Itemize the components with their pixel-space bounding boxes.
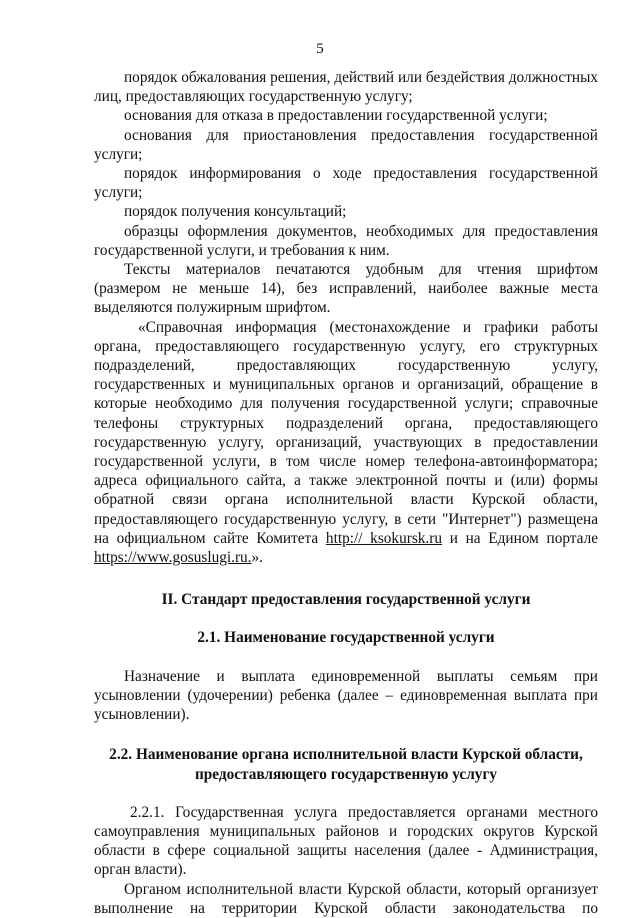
subsection-2-title-line2: предоставляющего государственную услугу [194,765,498,783]
reference-closing: ». [251,549,263,567]
list-item: основания для отказа в предоставлении государственной услуги; [124,107,548,125]
list-item: порядок получения консультаций; [124,203,347,221]
committee-site-link[interactable]: http:// ksokursk.ru [325,529,442,547]
list-item: основания для приостановления предоставления государственной услуги; [94,126,598,163]
subsection-2-title-line1: 2.2. Наименование органа исполнительной власти Курской области, [109,746,583,764]
list-item: образцы оформления документов, необходимых для предоставления государственной услуги, и требования к ним. [94,222,598,259]
subsection-2-title [94,745,598,783]
subsection-1-text: Назначение и выплата единовременной выплаты семьям при усыновлении (удочерении) ребенка (далее – единовременная выплата при усыновлении). [94,667,598,724]
page-body [94,68,598,918]
reference-text: «Справочная информация (местонахождение и графики работы органа, предоставляющего государственную услугу, его структурных подразделений, предоставляющих государственную услугу, государственных и муниципальных органов и организаций, обращение в которые необходимо для получения государственной услуги; справочные телефоны структурных подразделений органа, предоставляющего государственную услугу, организаций, участвующих в предоставлении государственной услуги, в том числе номер телефона-автоинформатора; адреса официального сайта, а также электронной почты и (или) формы обратной связи органа исполнительной власти Курской области, предоставляющего государственную услугу, в сети "Интернет") размещена на официальном сайте Комитета [94,318,598,547]
list-item: порядок информирования о ходе предоставления государственной услуги; [94,165,598,202]
gosuslugi-portal-link[interactable]: https://www.gosuslugi.ru. [94,549,252,567]
reference-and-text: и на Едином портале [449,529,599,547]
reference-paragraph [94,318,598,568]
list-item: порядок обжалования решения, действий или бездействия должностных лиц, предоставляющих государственную услугу; [94,69,598,106]
paragraph-2-2-1: 2.2.1. Государственная услуга предоставляется органами местного самоуправления муниципальных районов и городских округов Курской области в сфере социальной защиты населения (далее - Администрация, орган власти). [94,803,598,879]
page-number: 5 [316,41,324,57]
paragraph-organ: Органом исполнительной власти Курской области, который организует выполнение на территории Курской области законодательства по [94,880,598,917]
section-title: II. Стандарт предоставления государственной услуги [161,591,531,609]
texts-paragraph: Тексты материалов печатаются удобным для чтения шрифтом (размером не меньше 14), без исправлений, наиболее важные места выделяются полужирным шрифтом. [94,261,598,317]
subsection-1-title: 2.1. Наименование государственной услуги [197,629,495,647]
